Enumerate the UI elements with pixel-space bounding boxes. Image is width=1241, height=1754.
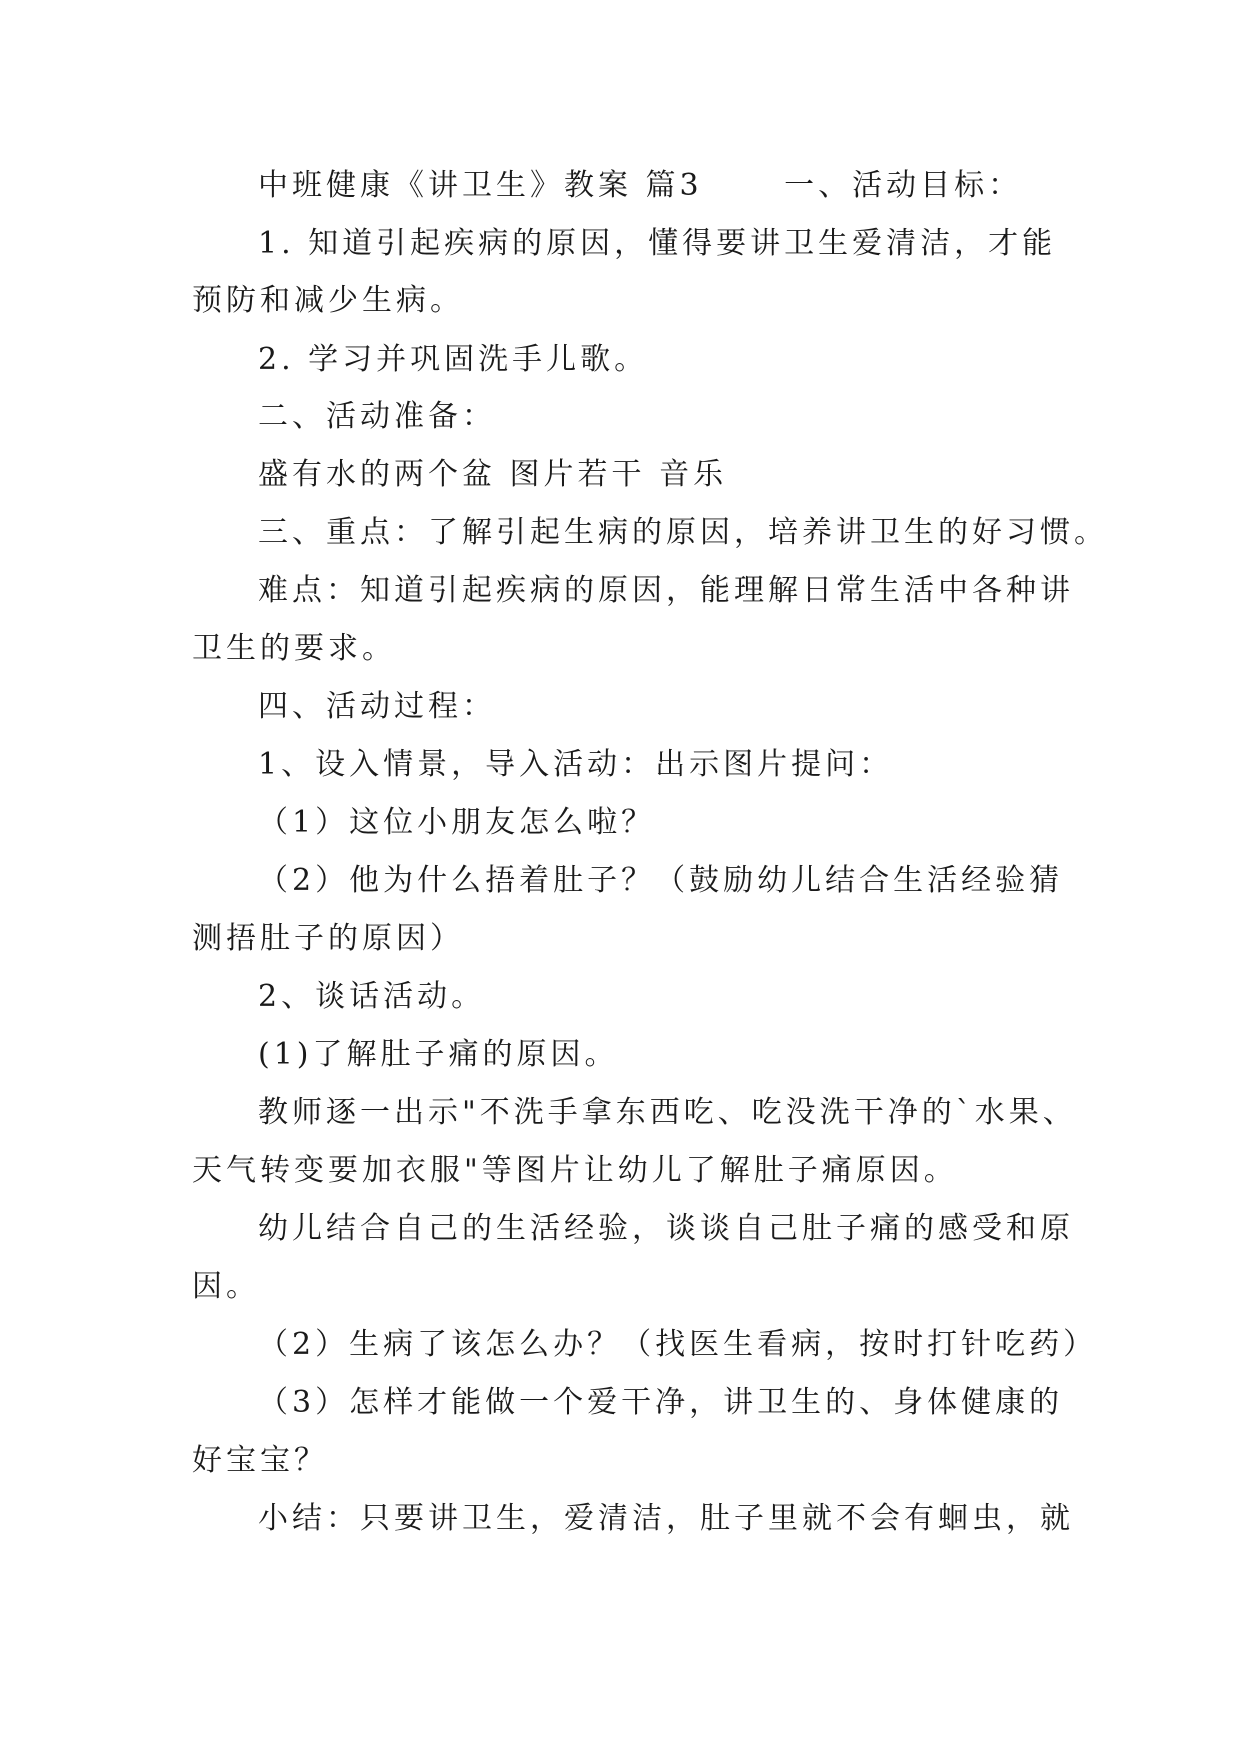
- text-line: （2）生病了该怎么办？（找医生看病，按时打针吃药）: [258, 1327, 1098, 1362]
- text-line: （2）他为什么捂着肚子？（鼓励幼儿结合生活经验猜: [258, 863, 1064, 898]
- text-line: 难点：知道引起疾病的原因，能理解日常生活中各种讲: [258, 573, 1074, 608]
- text-line: 1、设入情景，导入活动：出示图片提问：: [258, 747, 894, 782]
- text-line: （1）这位小朋友怎么啦？: [258, 805, 656, 840]
- text-line: 2. 学习并巩固洗手儿歌。: [258, 342, 649, 377]
- text-line: 1. 知道引起疾病的原因，懂得要讲卫生爱清洁，才能: [258, 226, 1057, 261]
- text-line: 教师逐一出示"不洗手拿东西吃、吃没洗干净的`水果、: [258, 1095, 1077, 1130]
- text-line: 中班健康《讲卫生》教案 篇3 一、活动目标：: [258, 168, 1023, 203]
- text-line: 测捂肚子的原因）: [192, 921, 464, 956]
- text-line: 卫生的要求。: [192, 631, 396, 666]
- text-line: 2、谈话活动。: [258, 979, 486, 1014]
- text-line: 小结：只要讲卫生，爱清洁，肚子里就不会有蛔虫，就: [258, 1501, 1074, 1536]
- text-line: 幼儿结合自己的生活经验，谈谈自己肚子痛的感受和原: [258, 1211, 1074, 1246]
- text-line: 天气转变要加衣服"等图片让幼儿了解肚子痛原因。: [192, 1153, 958, 1188]
- text-line: 三、重点：了解引起生病的原因，培养讲卫生的好习惯。: [258, 515, 1108, 550]
- text-line: 预防和减少生病。: [192, 283, 464, 318]
- text-line: （3）怎样才能做一个爱干净，讲卫生的、身体健康的: [258, 1385, 1064, 1420]
- text-line: 盛有水的两个盆 图片若干 音乐: [258, 457, 728, 492]
- text-line: 四、活动过程：: [258, 689, 496, 724]
- text-line: 二、活动准备：: [258, 399, 496, 434]
- text-line: 因。: [192, 1269, 260, 1304]
- text-line: (1)了解肚子痛的原因。: [258, 1037, 619, 1072]
- text-line: 好宝宝？: [192, 1443, 328, 1478]
